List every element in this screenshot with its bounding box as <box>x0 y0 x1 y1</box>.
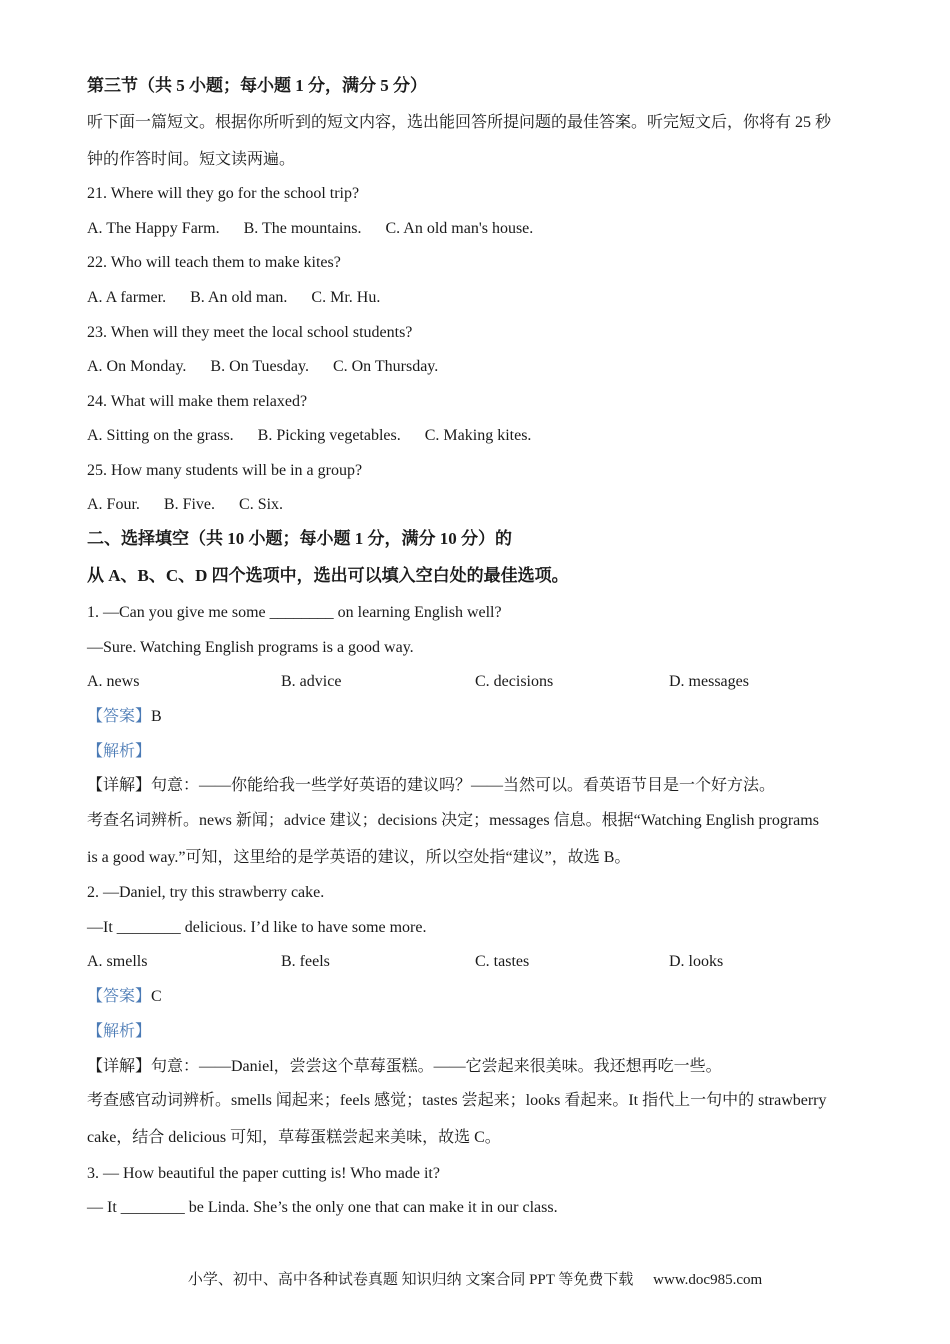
answer-tag: 【答案】 <box>87 988 152 1005</box>
answer-value: B <box>151 708 162 725</box>
footer-url[interactable]: www.doc985.com <box>653 1272 763 1288</box>
item2-option-b: B. feels <box>281 953 330 970</box>
question-25: 25. How many students will be in a group? <box>87 462 363 479</box>
item2-question: 2. —Daniel, try this strawberry cake. <box>87 884 325 901</box>
section-intro-line1: 听下面一篇短文。根据你所听到的短文内容，选出能回答所提问题的最佳答案。听完短文后，你将有 25 秒 <box>87 114 832 131</box>
page-footer <box>0 1270 950 1290</box>
item1-answer <box>87 707 162 727</box>
part2-subtitle: 从 A、B、C、D 四个选项中，选出可以填入空白处的最佳选项。 <box>87 566 569 585</box>
item1-explanation-1: 考查名词辨析。news 新闻；advice 建议；decisions 决定；messages 信息。根据“Watching English programs <box>87 812 819 829</box>
question-25-options: A. Four. B. Five. C. Six. <box>87 496 284 513</box>
item2-explanation-2: cake，结合 delicious 可知，草莓蛋糕尝起来美味，故选 C。 <box>87 1129 501 1146</box>
question-23: 23. When will they meet the local school students? <box>87 324 413 341</box>
question-22-options: A. A farmer. B. An old man. C. Mr. Hu. <box>87 289 381 306</box>
footer-text: 小学、初中、高中各种试卷真题 知识归纳 文案合同 PPT 等免费下载 <box>187 1272 634 1288</box>
item1-option-a: A. news <box>87 673 140 690</box>
item1-option-b: B. advice <box>281 673 342 690</box>
item1-response: —Sure. Watching English programs is a good way. <box>87 639 414 656</box>
item1-option-d: D. messages <box>669 673 749 690</box>
answer-value: C <box>151 988 162 1005</box>
question-24: 24. What will make them relaxed? <box>87 393 308 410</box>
part2-title: 二、选择填空（共 10 小题；每小题 1 分，满分 10 分）的 <box>87 529 512 548</box>
item2-answer <box>87 987 162 1007</box>
item1-analysis-tag: 【解析】 <box>87 743 152 760</box>
section-intro-line2: 钟的作答时间。短文读两遍。 <box>87 151 296 168</box>
item1-question: 1. —Can you give me some ________ on learning English well? <box>87 604 502 621</box>
question-21-options: A. The Happy Farm. B. The mountains. C. An old man's house. <box>87 220 534 237</box>
section-title: 第三节（共 5 小题；每小题 1 分，满分 5 分） <box>87 76 427 95</box>
item2-detail: 【详解】句意：——Daniel，尝尝这个草莓蛋糕。——它尝起来很美味。我还想再吃一些。 <box>87 1058 722 1075</box>
item1-detail: 【详解】句意：——你能给我一些学好英语的建议吗？——当然可以。看英语节目是一个好方法。 <box>87 777 776 794</box>
question-22: 22. Who will teach them to make kites? <box>87 254 341 271</box>
question-23-options: A. On Monday. B. On Tuesday. C. On Thursday. <box>87 358 439 375</box>
item2-option-a: A. smells <box>87 953 148 970</box>
item1-option-c: C. decisions <box>475 673 554 690</box>
item3-response: — It ________ be Linda. She’s the only one that can make it in our class. <box>87 1199 558 1216</box>
item2-analysis-tag: 【解析】 <box>87 1023 152 1040</box>
item2-explanation-1: 考查感官动词辨析。smells 闻起来；feels 感觉；tastes 尝起来；looks 看起来。It 指代上一句中的 strawberry <box>87 1092 827 1109</box>
question-24-options: A. Sitting on the grass. B. Picking vegetables. C. Making kites. <box>87 427 532 444</box>
item2-option-c: C. tastes <box>475 953 530 970</box>
answer-tag: 【答案】 <box>87 708 152 725</box>
question-21: 21. Where will they go for the school trip? <box>87 185 360 202</box>
item1-explanation-2: is a good way.”可知，这里给的是学英语的建议，所以空处指“建议”，故选 B。 <box>87 849 631 866</box>
item3-question: 3. — How beautiful the paper cutting is! Who made it? <box>87 1165 440 1182</box>
item2-option-d: D. looks <box>669 953 724 970</box>
item2-response: —It ________ delicious. I’d like to have some more. <box>87 919 427 936</box>
